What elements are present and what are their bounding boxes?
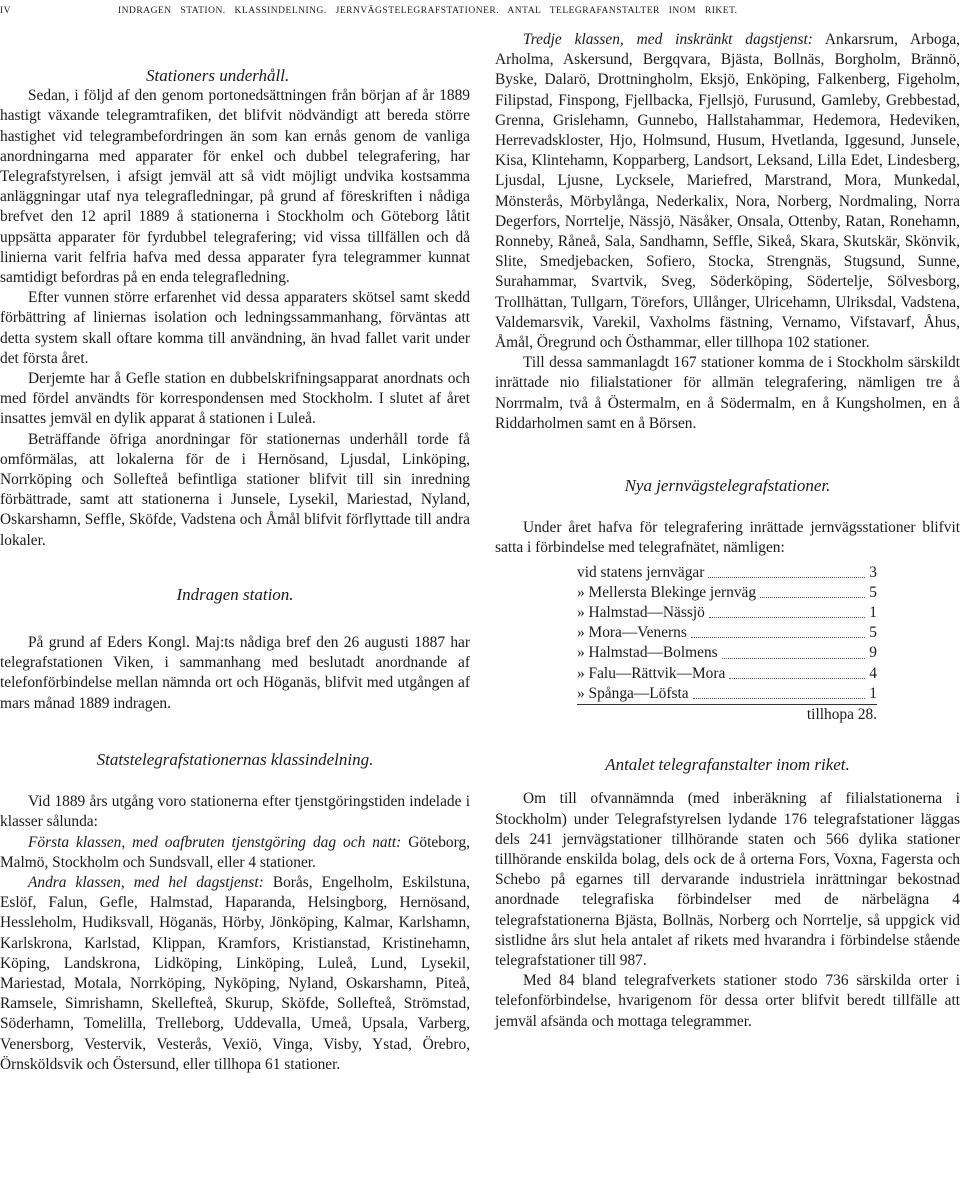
list-item: » Mellersta Blekinge jernväg 5: [577, 583, 877, 601]
class-1-lead: Första klassen, med oafbruten tjenstgöring dag och natt:: [28, 833, 402, 851]
running-title: INDRAGEN STATION. KLASSINDELNING. JERNVÄGSTELEGRAFSTATIONER. ANTAL TELEGRAFANSTALTER INOM RIKET.: [118, 6, 738, 16]
paragraph: Med 84 bland telegrafverkets stationer stodo 736 särskilda orter i telefonförbindelse, hvarigenom för dessa orter blifvit beredt tillfälle att jemväl afsända och mottaga telegrammer.: [495, 972, 960, 1030]
running-header: [0, 6, 960, 22]
list-item: » Halmstad—Bolmens 9: [577, 644, 877, 662]
list-total: tillhopa 28.: [806, 705, 877, 723]
paragraph-class-2: [0, 873, 470, 1075]
right-column: [495, 30, 960, 1032]
class-3-text: Ankarsrum, Arboga, Arholma, Askersund, Bergqvara, Bjästa, Bollnäs, Borgholm, Brännö, Byske, Dalarö, Drottningholm, Eksjö, Enköping, Falkenberg, Figeholm, Filipstad, Finspong, Fjellbacka, Fjellsjö, Furusund, Gamleby, Grebbestad, Grenna, Grislehamn, Gunnebo, Hallstahammar, Hedemora, Hedeviken, Herrevadskloster, Hjo, Holmsund, Husum, Hvetlanda, Iggesund, Junsele, Kisa, Klintehamn, Kopparberg, Landsort, Leksand, Lilla Edet, Lindesberg, Ljusdal, Ljusne, Lycksele, Mariefred, Marstrand, Mora, Munkedal, Mönsterås, Mörbylånga, Nederkalix, Nora, Norberg, Nordmaling, Norra Degerfors, Norrtelje, Nässjö, Näsåker, Onsala, Ottenby, Ratan, Ronehamn, Ronneby, Råneå, Sala, Sandhamn, Seffle, Sikeå, Skara, Skutskär, Skönvik, Slite, Smedjebacken, Sofiero, Stocka, Strengnäs, Stugsund, Sunne, Surahammar, Svartvik, Sveg, Söderköping, Södertelje, Sölvesborg, Trollhättan, Tullgarn, Törefors, Ullånger, Ulricehamn, Ulriksdal, Vadstena, Valdemarsvik, Varekil, Vaxholms fästning, Vernamo, Vifstavarf, Åhus, Åmål, Öregrund och Östhammar, eller tillhopa 102 stationer.: [495, 31, 960, 352]
paragraph: Beträffande öfriga anordningar för stationernas underhåll torde få omförmälas, att lokalerna för de i Hernösand, Ljusdal, Linköping, Norrköping och Sollefteå befintliga stationer blifvit till sin inredning förbättrade, samt att stationerna i Junsele, Lysekil, Mariestad, Nyland, Oskarshamn, Seffle, Sköfde, Vadstena och Åmål blifvit förflyttade till andra lokaler.: [0, 430, 470, 549]
class-3-lead: Tredje klassen, med inskränkt dagstjenst:: [523, 31, 813, 48]
heading-nya-jernvagstelegrafstationer: Nya jernvägstelegrafstationer.: [624, 476, 831, 496]
list-item: » Mora—Venerns 5: [577, 624, 877, 642]
paragraph: Om till ofvannämnda (med inberäkning af filialstationerna i Stockholm) under Telegrafstyrelsen lydande 176 telegrafstationer läggas dels 241 jernvägstationer tillhörande staten och 566 dylika stationer tillhörande enskilda bolag, dels ock de å orterna Fors, Voxna, Fagersta och Schebo på egarnes till dervarande industriela inrättningar bekostnad anordnade telegrafiska förbindelser med de närbelägna 4 telegrafstationerna Bjästa, Bollnäs, Norberg och Norrtelje, så uppgick vid sistlidne års slut hela antalet af rikets med hvarandra i förbindelse stående telegrafstationer till 987.: [495, 790, 960, 970]
page-number: IV: [0, 6, 12, 16]
paragraph: På grund af Eders Kongl. Maj:ts nådiga bref den 26 augusti 1887 har telegrafstationen Viken, i sammanhang med beslutadt anordnande af telefonförbindelse mellan nämnda ort och Höganäs, blifvit med utgången af mars månad 1889 indragen.: [0, 634, 470, 712]
heading-antalet-telegrafanstalter: Antalet telegrafanstalter inom riket.: [605, 755, 850, 775]
paragraph: Derjemte har å Gefle station en dubbelskrifningsapparat anordnats och med fördel användts för korrespondensen med Stockholm. I slutet af året insattes jemväl en dylik apparat å stationen i Luleå.: [0, 370, 470, 428]
paragraph: Efter vunnen större erfarenhet vid dessa apparaters skötsel samt skedd förbättring af liniernas isolation och ledningssammanhang, förväntas att detta system skall oftare komma till användning, än hvad fallet varit under det första året.: [0, 289, 470, 367]
paragraph: Sedan, i följd af den genom portonedsättningen från början af år 1889 hastigt växande telegramtrafiken, det blifvit nödvändigt att bereda större hastighet vid telegrambefordringen än som kan ernås genom de vanliga anordningarna med apparater för enkel och dubbel telegrafering, har Telegrafstyrelsen, i afsigt jemväl att så vidt möjligt undvika kostsamma anläggningar utaf nya telegrafledningar, på grund af föreskriften i nådiga brefvet den 12 april 1889 å stationerna i Stockholm och Göteborg låtit uppsätta apparater för fyrdubbel telegrafering; vid vissa tillfällen och då linierna varit felfria hafva med dessa apparater fyra telegrammer kunnat samtidigt befordras på en enda telegrafledning.: [0, 87, 470, 287]
paragraph-class-3: [495, 30, 960, 353]
list-item: » Spånga—Löfsta 1: [577, 684, 877, 705]
class-2-text: Borås, Engelholm, Eskilstuna, Eslöf, Falun, Gefle, Halmstad, Haparanda, Helsingborg, Hernösand, Hessleholm, Hudiksvall, Höganäs, Hörby, Jönköping, Kalmar, Karlshamn, Karlskrona, Karlstad, Klippan, Kramfors, Kristianstad, Kristinehamn, Köping, Landskrona, Lidköping, Linköping, Luleå, Lund, Lysekil, Mariestad, Motala, Norrköping, Nyköping, Nyland, Oskarshamn, Piteå, Ramsele, Simrishamn, Skellefteå, Skurup, Sköfde, Sollefteå, Strömstad, Söderhamn, Tomelilla, Trelleborg, Uddevalla, Umeå, Upsala, Varberg, Venersborg, Vestervik, Vesterås, Vexiö, Vinga, Visby, Ystad, Örebro, Örnsköldsvik och Östersund, eller tillhopa 61 stationer.: [0, 873, 471, 1073]
heading-stationers-underhall: Stationers underhåll.: [146, 66, 290, 85]
heading-klassindelning: Statstelegrafstationernas klassindelning.: [96, 749, 374, 769]
paragraph: Under året hafva för telegrafering inrättade jernvägsstationer blifvit satta i förbindelse med telegrafnätet, nämligen:: [495, 519, 960, 557]
list-item: » Falu—Rättvik—Mora 4: [577, 664, 877, 682]
station-list: [577, 563, 877, 726]
left-column: [0, 30, 470, 1075]
class-2-lead: Andra klassen, med hel dagstjenst:: [28, 873, 264, 891]
paragraph: Till dessa sammanlagdt 167 stationer komma de i Stockholm särskildt inrättade nio filialstationer för allmän telegrafering, nämligen tre å Norrmalm, två å Östermalm, en å Södermalm, en å Kungsholmen, en å Riddarholmen samt en å Börsen.: [495, 354, 960, 432]
heading-indragen-station: Indragen station.: [176, 584, 294, 604]
paragraph: Vid 1889 års utgång voro stationerna efter tjenstgöringstiden indelade i klasser sålunda:: [0, 793, 470, 831]
list-item: vid statens jernvägar 3: [577, 563, 877, 581]
paragraph-class-1: [0, 833, 470, 873]
list-item: » Halmstad—Nässjö 1: [577, 604, 877, 622]
class-1-text: Göteborg, Malmö, Stockholm och Sundsvall, eller 4 stationer.: [0, 833, 470, 871]
